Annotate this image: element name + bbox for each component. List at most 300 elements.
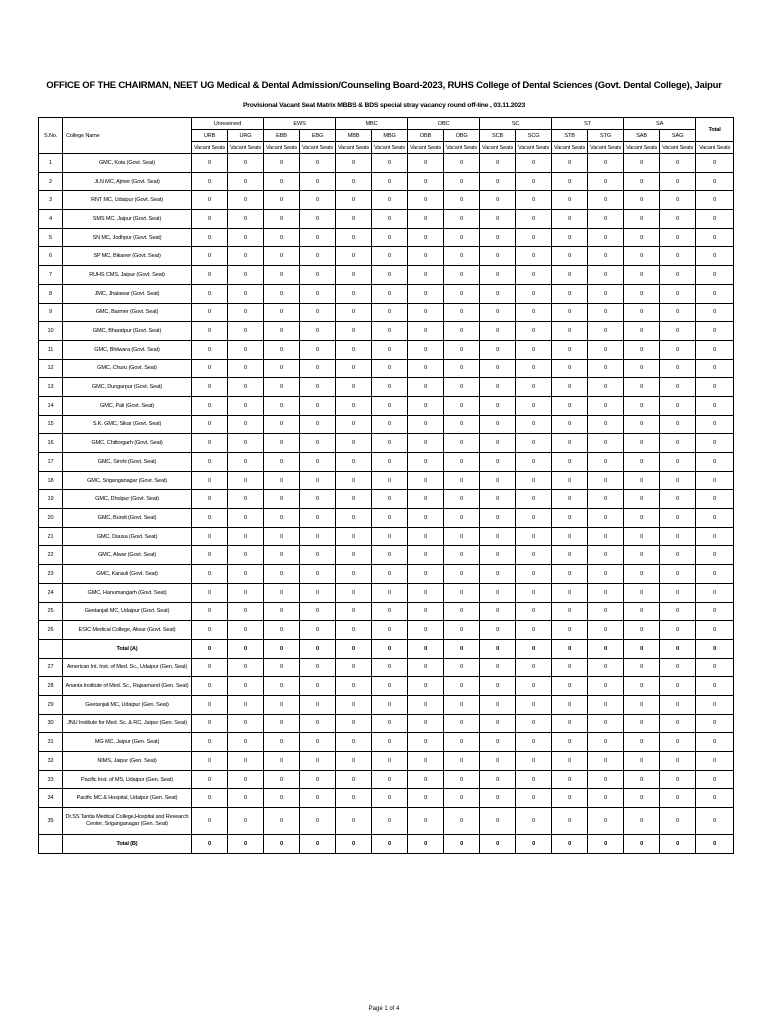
cell-vacant-seats: 0 bbox=[588, 172, 624, 191]
cell-vacant-seats: 0 bbox=[336, 490, 372, 509]
cell-vacant-seats: 0 bbox=[480, 359, 516, 378]
cell-vacant-seats: 0 bbox=[192, 770, 228, 789]
cell-vacant-seats: 0 bbox=[408, 639, 444, 658]
table-body bbox=[39, 154, 734, 854]
cell-vacant-seats: 0 bbox=[372, 714, 408, 733]
cell-total: 0 bbox=[696, 172, 734, 191]
cell-vacant-seats: 0 bbox=[660, 303, 696, 322]
cell-college-name: Geetanjali MC, Udaipur (Govt. Seat) bbox=[63, 602, 192, 621]
cell-vacant-seats: 0 bbox=[624, 658, 660, 677]
table-row bbox=[39, 396, 734, 415]
cell-vacant-seats: 0 bbox=[300, 228, 336, 247]
cell-sno bbox=[39, 835, 63, 854]
cell-vacant-seats: 0 bbox=[480, 527, 516, 546]
table-row bbox=[39, 303, 734, 322]
table-row bbox=[39, 677, 734, 696]
cell-vacant-seats: 0 bbox=[588, 565, 624, 584]
cell-vacant-seats: 0 bbox=[624, 789, 660, 808]
header-group: SA bbox=[624, 118, 696, 130]
cell-vacant-seats: 0 bbox=[336, 396, 372, 415]
cell-vacant-seats: 0 bbox=[228, 677, 264, 696]
cell-vacant-seats: 0 bbox=[192, 714, 228, 733]
cell-vacant-seats: 0 bbox=[444, 378, 480, 397]
cell-vacant-seats: 0 bbox=[300, 191, 336, 210]
cell-vacant-seats: 0 bbox=[552, 415, 588, 434]
cell-vacant-seats: 0 bbox=[624, 677, 660, 696]
cell-vacant-seats: 0 bbox=[624, 191, 660, 210]
cell-vacant-seats: 0 bbox=[588, 639, 624, 658]
cell-vacant-seats: 0 bbox=[372, 808, 408, 835]
cell-vacant-seats: 0 bbox=[516, 154, 552, 173]
cell-vacant-seats: 0 bbox=[264, 228, 300, 247]
cell-sno: 16 bbox=[39, 434, 63, 453]
table-row bbox=[39, 378, 734, 397]
cell-vacant-seats: 0 bbox=[480, 322, 516, 341]
cell-vacant-seats: 0 bbox=[516, 789, 552, 808]
cell-vacant-seats: 0 bbox=[336, 434, 372, 453]
cell-sno: 13 bbox=[39, 378, 63, 397]
cell-vacant-seats: 0 bbox=[192, 677, 228, 696]
cell-vacant-seats: 0 bbox=[192, 546, 228, 565]
cell-vacant-seats: 0 bbox=[444, 210, 480, 229]
cell-college-name: GMC, Dholpur (Govt. Seat) bbox=[63, 490, 192, 509]
cell-total: 0 bbox=[696, 695, 734, 714]
cell-vacant-seats: 0 bbox=[624, 322, 660, 341]
cell-vacant-seats: 0 bbox=[336, 191, 372, 210]
cell-vacant-seats: 0 bbox=[372, 247, 408, 266]
cell-vacant-seats: 0 bbox=[408, 789, 444, 808]
header-vacant-seats: Vacant Seats bbox=[480, 142, 516, 154]
cell-vacant-seats: 0 bbox=[300, 621, 336, 640]
cell-vacant-seats: 0 bbox=[336, 770, 372, 789]
cell-vacant-seats: 0 bbox=[660, 714, 696, 733]
cell-sno: 7 bbox=[39, 266, 63, 285]
cell-vacant-seats: 0 bbox=[660, 677, 696, 696]
cell-vacant-seats: 0 bbox=[552, 808, 588, 835]
cell-vacant-seats: 0 bbox=[192, 266, 228, 285]
cell-vacant-seats: 0 bbox=[444, 154, 480, 173]
cell-vacant-seats: 0 bbox=[660, 228, 696, 247]
header-vacant-seats: Vacant Seats bbox=[228, 142, 264, 154]
cell-vacant-seats: 0 bbox=[228, 733, 264, 752]
table-row bbox=[39, 359, 734, 378]
cell-college-name: Total (A) bbox=[63, 639, 192, 658]
header-sno: S.No. bbox=[39, 118, 63, 154]
cell-college-name: GMC, Churu (Govt. Seat) bbox=[63, 359, 192, 378]
cell-vacant-seats: 0 bbox=[300, 527, 336, 546]
header-vacant-seats: Vacant Seats bbox=[588, 142, 624, 154]
cell-vacant-seats: 0 bbox=[624, 434, 660, 453]
cell-vacant-seats: 0 bbox=[552, 396, 588, 415]
cell-vacant-seats: 0 bbox=[192, 490, 228, 509]
cell-vacant-seats: 0 bbox=[300, 415, 336, 434]
cell-sno: 29 bbox=[39, 695, 63, 714]
table-row bbox=[39, 602, 734, 621]
cell-vacant-seats: 0 bbox=[408, 770, 444, 789]
cell-vacant-seats: 0 bbox=[444, 733, 480, 752]
table-row bbox=[39, 340, 734, 359]
header-vacant-seats: Vacant Seats bbox=[372, 142, 408, 154]
table-row bbox=[39, 527, 734, 546]
cell-vacant-seats: 0 bbox=[516, 434, 552, 453]
cell-college-name: GMC, Hanumangarh (Govt. Seat) bbox=[63, 583, 192, 602]
cell-college-name: NIMS, Jaipur (Gen. Seat) bbox=[63, 752, 192, 771]
cell-vacant-seats: 0 bbox=[480, 490, 516, 509]
cell-vacant-seats: 0 bbox=[264, 247, 300, 266]
cell-vacant-seats: 0 bbox=[480, 752, 516, 771]
cell-vacant-seats: 0 bbox=[444, 359, 480, 378]
cell-vacant-seats: 0 bbox=[372, 453, 408, 472]
cell-college-name: RUHS CMS, Jaipur (Govt. Seat) bbox=[63, 266, 192, 285]
cell-vacant-seats: 0 bbox=[372, 340, 408, 359]
cell-vacant-seats: 0 bbox=[300, 453, 336, 472]
cell-total: 0 bbox=[696, 453, 734, 472]
cell-vacant-seats: 0 bbox=[516, 565, 552, 584]
cell-vacant-seats: 0 bbox=[624, 602, 660, 621]
cell-vacant-seats: 0 bbox=[372, 378, 408, 397]
cell-vacant-seats: 0 bbox=[264, 303, 300, 322]
cell-total: 0 bbox=[696, 340, 734, 359]
cell-total: 0 bbox=[696, 378, 734, 397]
cell-vacant-seats: 0 bbox=[588, 527, 624, 546]
cell-vacant-seats: 0 bbox=[444, 509, 480, 528]
cell-vacant-seats: 0 bbox=[300, 509, 336, 528]
cell-vacant-seats: 0 bbox=[444, 602, 480, 621]
cell-vacant-seats: 0 bbox=[480, 434, 516, 453]
cell-college-name: Ananta Institute of Med. Sc., Rajsamand (Gen. Seat) bbox=[63, 677, 192, 696]
cell-vacant-seats: 0 bbox=[372, 266, 408, 285]
cell-vacant-seats: 0 bbox=[300, 677, 336, 696]
cell-vacant-seats: 0 bbox=[516, 621, 552, 640]
cell-college-name: RNT MC, Udaipur (Govt. Seat) bbox=[63, 191, 192, 210]
cell-vacant-seats: 0 bbox=[300, 266, 336, 285]
cell-vacant-seats: 0 bbox=[372, 565, 408, 584]
cell-sno: 31 bbox=[39, 733, 63, 752]
cell-vacant-seats: 0 bbox=[192, 210, 228, 229]
cell-vacant-seats: 0 bbox=[336, 303, 372, 322]
cell-vacant-seats: 0 bbox=[264, 639, 300, 658]
cell-vacant-seats: 0 bbox=[408, 490, 444, 509]
cell-vacant-seats: 0 bbox=[660, 322, 696, 341]
cell-vacant-seats: 0 bbox=[372, 434, 408, 453]
cell-vacant-seats: 0 bbox=[372, 639, 408, 658]
cell-vacant-seats: 0 bbox=[192, 396, 228, 415]
header-group: EWS bbox=[264, 118, 336, 130]
cell-college-name: Pacific MC & Hospital, Udaipur (Gen. Seat) bbox=[63, 789, 192, 808]
cell-vacant-seats: 0 bbox=[336, 789, 372, 808]
table-row bbox=[39, 789, 734, 808]
cell-vacant-seats: 0 bbox=[192, 359, 228, 378]
cell-vacant-seats: 0 bbox=[444, 658, 480, 677]
cell-vacant-seats: 0 bbox=[264, 509, 300, 528]
cell-vacant-seats: 0 bbox=[552, 247, 588, 266]
cell-vacant-seats: 0 bbox=[444, 247, 480, 266]
cell-sno: 5 bbox=[39, 228, 63, 247]
cell-vacant-seats: 0 bbox=[372, 359, 408, 378]
cell-vacant-seats: 0 bbox=[480, 266, 516, 285]
cell-vacant-seats: 0 bbox=[588, 789, 624, 808]
cell-vacant-seats: 0 bbox=[480, 172, 516, 191]
table-row bbox=[39, 565, 734, 584]
cell-vacant-seats: 0 bbox=[516, 359, 552, 378]
cell-sno: 10 bbox=[39, 322, 63, 341]
cell-college-name: GMC, Pali (Govt. Seat) bbox=[63, 396, 192, 415]
cell-vacant-seats: 0 bbox=[372, 835, 408, 854]
cell-vacant-seats: 0 bbox=[228, 453, 264, 472]
cell-college-name: GMC, Dungarpur (Govt. Seat) bbox=[63, 378, 192, 397]
cell-vacant-seats: 0 bbox=[624, 565, 660, 584]
cell-vacant-seats: 0 bbox=[192, 154, 228, 173]
cell-vacant-seats: 0 bbox=[552, 621, 588, 640]
cell-vacant-seats: 0 bbox=[588, 509, 624, 528]
header-code: MBB bbox=[336, 130, 372, 142]
cell-vacant-seats: 0 bbox=[552, 284, 588, 303]
cell-vacant-seats: 0 bbox=[588, 378, 624, 397]
cell-total: 0 bbox=[696, 621, 734, 640]
cell-college-name: MG MC, Jaipur (Gen. Seat) bbox=[63, 733, 192, 752]
cell-vacant-seats: 0 bbox=[516, 639, 552, 658]
cell-vacant-seats: 0 bbox=[516, 340, 552, 359]
cell-vacant-seats: 0 bbox=[660, 695, 696, 714]
header-code: EBG bbox=[300, 130, 336, 142]
cell-vacant-seats: 0 bbox=[588, 752, 624, 771]
cell-vacant-seats: 0 bbox=[336, 639, 372, 658]
cell-vacant-seats: 0 bbox=[516, 808, 552, 835]
cell-vacant-seats: 0 bbox=[228, 695, 264, 714]
cell-vacant-seats: 0 bbox=[660, 583, 696, 602]
cell-vacant-seats: 0 bbox=[264, 210, 300, 229]
cell-vacant-seats: 0 bbox=[408, 714, 444, 733]
cell-sno: 2 bbox=[39, 172, 63, 191]
cell-vacant-seats: 0 bbox=[480, 808, 516, 835]
cell-vacant-seats: 0 bbox=[372, 303, 408, 322]
cell-vacant-seats: 0 bbox=[336, 471, 372, 490]
cell-total: 0 bbox=[696, 602, 734, 621]
cell-vacant-seats: 0 bbox=[300, 490, 336, 509]
cell-vacant-seats: 0 bbox=[336, 172, 372, 191]
cell-total: 0 bbox=[696, 835, 734, 854]
cell-vacant-seats: 0 bbox=[516, 191, 552, 210]
cell-vacant-seats: 0 bbox=[444, 808, 480, 835]
cell-vacant-seats: 0 bbox=[192, 509, 228, 528]
cell-vacant-seats: 0 bbox=[372, 770, 408, 789]
cell-vacant-seats: 0 bbox=[624, 471, 660, 490]
cell-vacant-seats: 0 bbox=[264, 154, 300, 173]
cell-vacant-seats: 0 bbox=[552, 210, 588, 229]
cell-vacant-seats: 0 bbox=[588, 210, 624, 229]
cell-sno: 32 bbox=[39, 752, 63, 771]
cell-vacant-seats: 0 bbox=[552, 565, 588, 584]
cell-vacant-seats: 0 bbox=[300, 247, 336, 266]
cell-vacant-seats: 0 bbox=[480, 639, 516, 658]
cell-vacant-seats: 0 bbox=[624, 808, 660, 835]
cell-vacant-seats: 0 bbox=[660, 396, 696, 415]
header-group: SC bbox=[480, 118, 552, 130]
cell-vacant-seats: 0 bbox=[516, 378, 552, 397]
cell-vacant-seats: 0 bbox=[192, 565, 228, 584]
cell-college-name: GMC, Chittorgarh (Govt. Seat) bbox=[63, 434, 192, 453]
table-row bbox=[39, 284, 734, 303]
cell-vacant-seats: 0 bbox=[228, 583, 264, 602]
cell-vacant-seats: 0 bbox=[444, 172, 480, 191]
cell-vacant-seats: 0 bbox=[408, 546, 444, 565]
header-code: URB bbox=[192, 130, 228, 142]
cell-vacant-seats: 0 bbox=[552, 602, 588, 621]
cell-vacant-seats: 0 bbox=[660, 621, 696, 640]
cell-vacant-seats: 0 bbox=[408, 247, 444, 266]
cell-vacant-seats: 0 bbox=[552, 509, 588, 528]
cell-vacant-seats: 0 bbox=[444, 677, 480, 696]
cell-vacant-seats: 0 bbox=[264, 565, 300, 584]
cell-vacant-seats: 0 bbox=[300, 583, 336, 602]
cell-vacant-seats: 0 bbox=[264, 191, 300, 210]
cell-vacant-seats: 0 bbox=[624, 621, 660, 640]
cell-vacant-seats: 0 bbox=[264, 471, 300, 490]
cell-sno: 22 bbox=[39, 546, 63, 565]
cell-vacant-seats: 0 bbox=[228, 172, 264, 191]
cell-vacant-seats: 0 bbox=[624, 714, 660, 733]
cell-vacant-seats: 0 bbox=[588, 602, 624, 621]
cell-college-name: SN MC, Jodhpur (Govt. Seat) bbox=[63, 228, 192, 247]
cell-vacant-seats: 0 bbox=[264, 490, 300, 509]
cell-college-name: GMC, Kota (Govt. Seat) bbox=[63, 154, 192, 173]
cell-sno: 15 bbox=[39, 415, 63, 434]
cell-total: 0 bbox=[696, 191, 734, 210]
cell-vacant-seats: 0 bbox=[228, 471, 264, 490]
cell-vacant-seats: 0 bbox=[372, 191, 408, 210]
cell-vacant-seats: 0 bbox=[552, 714, 588, 733]
cell-college-name: SP MC, Bikaner (Govt. Seat) bbox=[63, 247, 192, 266]
cell-vacant-seats: 0 bbox=[624, 228, 660, 247]
cell-vacant-seats: 0 bbox=[480, 602, 516, 621]
cell-vacant-seats: 0 bbox=[336, 602, 372, 621]
cell-vacant-seats: 0 bbox=[480, 247, 516, 266]
cell-vacant-seats: 0 bbox=[372, 733, 408, 752]
cell-vacant-seats: 0 bbox=[660, 172, 696, 191]
cell-vacant-seats: 0 bbox=[372, 396, 408, 415]
cell-vacant-seats: 0 bbox=[660, 154, 696, 173]
cell-vacant-seats: 0 bbox=[516, 228, 552, 247]
cell-total: 0 bbox=[696, 658, 734, 677]
cell-vacant-seats: 0 bbox=[480, 789, 516, 808]
cell-vacant-seats: 0 bbox=[300, 695, 336, 714]
cell-vacant-seats: 0 bbox=[624, 154, 660, 173]
cell-vacant-seats: 0 bbox=[192, 808, 228, 835]
cell-vacant-seats: 0 bbox=[264, 770, 300, 789]
cell-vacant-seats: 0 bbox=[228, 191, 264, 210]
cell-vacant-seats: 0 bbox=[552, 172, 588, 191]
cell-vacant-seats: 0 bbox=[192, 191, 228, 210]
cell-vacant-seats: 0 bbox=[588, 228, 624, 247]
cell-vacant-seats: 0 bbox=[408, 434, 444, 453]
cell-vacant-seats: 0 bbox=[408, 471, 444, 490]
cell-vacant-seats: 0 bbox=[552, 835, 588, 854]
cell-vacant-seats: 0 bbox=[624, 396, 660, 415]
cell-vacant-seats: 0 bbox=[660, 340, 696, 359]
cell-vacant-seats: 0 bbox=[336, 695, 372, 714]
cell-vacant-seats: 0 bbox=[444, 583, 480, 602]
cell-vacant-seats: 0 bbox=[444, 340, 480, 359]
cell-total: 0 bbox=[696, 565, 734, 584]
cell-vacant-seats: 0 bbox=[300, 658, 336, 677]
cell-vacant-seats: 0 bbox=[264, 835, 300, 854]
cell-vacant-seats: 0 bbox=[624, 490, 660, 509]
cell-vacant-seats: 0 bbox=[264, 396, 300, 415]
cell-vacant-seats: 0 bbox=[660, 770, 696, 789]
cell-vacant-seats: 0 bbox=[480, 284, 516, 303]
cell-vacant-seats: 0 bbox=[300, 172, 336, 191]
header-code: SAB bbox=[624, 130, 660, 142]
cell-vacant-seats: 0 bbox=[408, 154, 444, 173]
header-vacant-seats: Vacant Seats bbox=[444, 142, 480, 154]
cell-vacant-seats: 0 bbox=[480, 228, 516, 247]
cell-vacant-seats: 0 bbox=[300, 565, 336, 584]
cell-sno: 19 bbox=[39, 490, 63, 509]
cell-total: 0 bbox=[696, 527, 734, 546]
cell-vacant-seats: 0 bbox=[660, 378, 696, 397]
cell-vacant-seats: 0 bbox=[228, 639, 264, 658]
cell-vacant-seats: 0 bbox=[192, 835, 228, 854]
document-title: OFFICE OF THE CHAIRMAN, NEET UG Medical & Dental Admission/Counseling Board-2023, RUHS College of Dental Sciences (Govt. Dental College), Jaipur bbox=[46, 80, 722, 91]
cell-vacant-seats: 0 bbox=[588, 154, 624, 173]
cell-vacant-seats: 0 bbox=[624, 303, 660, 322]
cell-vacant-seats: 0 bbox=[336, 835, 372, 854]
cell-vacant-seats: 0 bbox=[228, 415, 264, 434]
cell-vacant-seats: 0 bbox=[228, 546, 264, 565]
cell-vacant-seats: 0 bbox=[264, 415, 300, 434]
cell-vacant-seats: 0 bbox=[624, 752, 660, 771]
cell-vacant-seats: 0 bbox=[660, 789, 696, 808]
cell-college-name: American Int. Inst. of Med. Sc., Udaipur (Gen. Seat) bbox=[63, 658, 192, 677]
cell-vacant-seats: 0 bbox=[588, 415, 624, 434]
cell-vacant-seats: 0 bbox=[480, 191, 516, 210]
cell-vacant-seats: 0 bbox=[588, 583, 624, 602]
cell-vacant-seats: 0 bbox=[660, 752, 696, 771]
header-code: OBG bbox=[444, 130, 480, 142]
cell-vacant-seats: 0 bbox=[588, 453, 624, 472]
header-group: ST bbox=[552, 118, 624, 130]
cell-vacant-seats: 0 bbox=[660, 808, 696, 835]
cell-vacant-seats: 0 bbox=[480, 733, 516, 752]
cell-vacant-seats: 0 bbox=[228, 658, 264, 677]
header-vacant-seats: Vacant Seats bbox=[264, 142, 300, 154]
cell-total: 0 bbox=[696, 789, 734, 808]
cell-vacant-seats: 0 bbox=[588, 322, 624, 341]
cell-vacant-seats: 0 bbox=[660, 284, 696, 303]
cell-vacant-seats: 0 bbox=[336, 210, 372, 229]
cell-vacant-seats: 0 bbox=[444, 490, 480, 509]
cell-vacant-seats: 0 bbox=[480, 415, 516, 434]
cell-vacant-seats: 0 bbox=[408, 322, 444, 341]
cell-vacant-seats: 0 bbox=[192, 415, 228, 434]
cell-vacant-seats: 0 bbox=[408, 191, 444, 210]
cell-total: 0 bbox=[696, 247, 734, 266]
cell-vacant-seats: 0 bbox=[336, 415, 372, 434]
table-row bbox=[39, 247, 734, 266]
table-row bbox=[39, 228, 734, 247]
cell-vacant-seats: 0 bbox=[228, 808, 264, 835]
cell-vacant-seats: 0 bbox=[336, 752, 372, 771]
cell-college-name: GMC, Dausa (Govt. Seat) bbox=[63, 527, 192, 546]
cell-vacant-seats: 0 bbox=[408, 835, 444, 854]
cell-vacant-seats: 0 bbox=[444, 303, 480, 322]
cell-vacant-seats: 0 bbox=[624, 172, 660, 191]
cell-vacant-seats: 0 bbox=[480, 658, 516, 677]
cell-vacant-seats: 0 bbox=[660, 546, 696, 565]
cell-vacant-seats: 0 bbox=[588, 621, 624, 640]
table-row bbox=[39, 658, 734, 677]
cell-vacant-seats: 0 bbox=[552, 770, 588, 789]
